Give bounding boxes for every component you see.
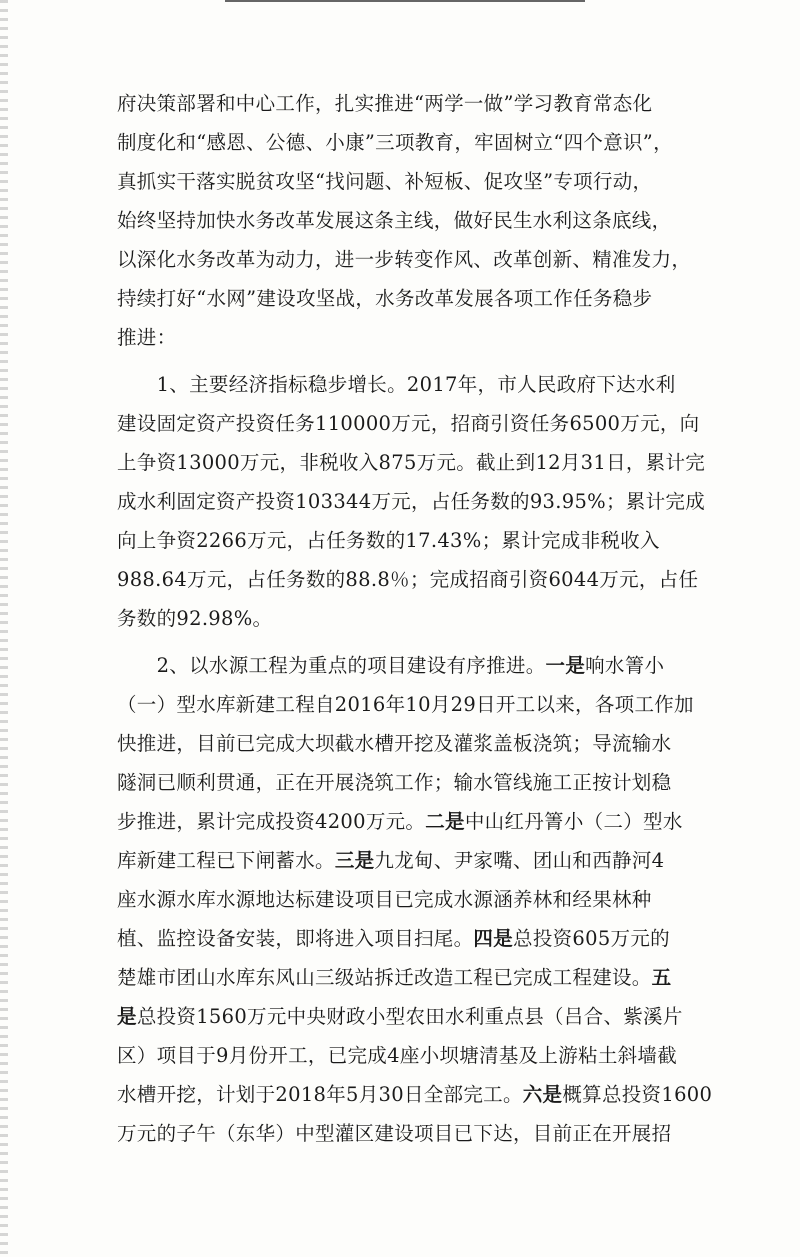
text-segment: 总投资1560万元中央财政小型农田水利重点县（吕合、紫溪片 [136, 1005, 683, 1028]
text-segment: 2、以水源工程为重点的项目建设有序推进。 [117, 654, 546, 677]
text-segment: 上争资13000万元，非税收入875万元。截止到12月31日，累计完 [117, 451, 706, 474]
emphasis-text: 三是 [334, 849, 375, 872]
text-segment: 推进： [117, 326, 177, 349]
text-segment: 1、主要经济指标稳步增长。2017年，市人民政府下达水利 [117, 373, 676, 396]
text-line [117, 763, 692, 802]
text-segment: 向上争资2266万元，占任务数的17.43%；累计完成非税收入 [117, 529, 660, 552]
text-line [117, 201, 692, 240]
text-segment: 988.64万元，占任务数的88.8％；完成招商引资6044万元，占任 [117, 568, 699, 591]
text-segment: 中山红丹箐小（二）型水 [464, 810, 683, 833]
emphasis-text: 六是 [522, 1083, 563, 1106]
paragraph [117, 365, 706, 638]
text-line [117, 404, 700, 443]
text-segment: 万元的子午（东华）中型灌区建设项目已下达，目前正在开展招 [117, 1122, 672, 1145]
emphasis-text: 二是 [425, 810, 465, 833]
paragraph-gap [117, 357, 692, 365]
text-line [117, 521, 692, 560]
text-segment: 务数的92.98%。 [117, 607, 273, 630]
text-segment: 楚雄市团山水库东风山三级站拆迁改造工程已完成工程建设。 [117, 966, 652, 989]
text-segment: 真抓实干落实脱贫攻坚“找问题、补短板、促攻坚”专项行动， [117, 170, 653, 193]
text-segment: 快推进，目前已完成大坝截水槽开挖及灌浆盖板浇筑；导流输水 [117, 732, 672, 755]
text-line [117, 599, 692, 638]
text-line [117, 880, 692, 919]
text-line [117, 646, 692, 685]
text-segment: 府决策部署和中心工作，扎实推进“两学一做”学习教育常态化 [117, 92, 653, 115]
text-segment: 总投资605万元的 [513, 927, 670, 950]
text-line [117, 1036, 692, 1075]
text-segment: 座水源水库水源地达标建设项目已完成水源涵养林和经果林种 [117, 888, 652, 911]
text-segment: 隧洞已顺利贯通，正在开展浇筑工作；输水管线施工正按计划稳 [117, 771, 672, 794]
scan-edge-mark [0, 0, 8, 1257]
text-line [117, 443, 706, 482]
paragraph-gap [117, 638, 692, 646]
text-segment: 响水箐小 [585, 654, 665, 677]
text-line [117, 162, 692, 201]
scan-top-line [225, 0, 585, 2]
text-segment: 制度化和“感恩、公德、小康”三项教育，牢固树立“四个意识”， [117, 131, 673, 154]
text-line [117, 958, 692, 997]
text-line [117, 841, 692, 880]
text-line [117, 997, 692, 1036]
emphasis-text: 五 [651, 966, 672, 989]
text-segment: 步推进，累计完成投资4200万元。 [117, 810, 426, 833]
text-segment: 九龙甸、尹家嘴、团山和西静河4 [374, 849, 665, 872]
text-segment: 建设固定资产投资任务110000万元，招商引资任务6500万元，向 [117, 412, 700, 435]
text-line [117, 1075, 713, 1114]
text-segment: 库新建工程已下闸蓄水。 [117, 849, 335, 872]
text-segment: 水槽开挖，计划于2018年5月30日全部完工。 [117, 1083, 523, 1106]
text-line [117, 482, 705, 521]
paragraph [117, 646, 713, 1153]
text-segment: （一）型水库新建工程自2016年10月29日开工以来，各项工作加 [117, 693, 694, 716]
paragraph [117, 84, 692, 357]
text-line [117, 1114, 692, 1153]
text-segment: 持续打好“水网”建设攻坚战，水务改革发展各项工作任务稳步 [117, 287, 653, 310]
text-line [117, 365, 692, 404]
text-segment: 始终坚持加快水务改革发展这条主线，做好民生水利这条底线， [117, 209, 672, 232]
emphasis-text: 一是 [545, 654, 586, 677]
text-line [117, 318, 692, 357]
text-line [117, 685, 692, 724]
document-body [117, 84, 713, 1153]
text-line [117, 123, 692, 162]
text-line [117, 240, 692, 279]
text-segment: 区）项目于9月份开工，已完成4座小坝塘清基及上游粘土斜墙截 [117, 1044, 678, 1067]
text-line [117, 279, 692, 318]
text-segment: 概算总投资1600 [562, 1083, 713, 1106]
text-line [117, 84, 692, 123]
text-line [117, 560, 699, 599]
text-segment: 成水利固定资产投资103344万元，占任务数的93.95%；累计完成 [117, 490, 705, 513]
emphasis-text: 四是 [473, 927, 514, 950]
text-line [117, 724, 692, 763]
text-segment: 植、监控设备安装，即将进入项目扫尾。 [117, 927, 474, 950]
text-segment: 以深化水务改革为动力，进一步转变作风、改革创新、精准发力， [117, 248, 692, 271]
text-line [117, 802, 692, 841]
emphasis-text: 是 [117, 1005, 137, 1028]
text-line [117, 919, 692, 958]
